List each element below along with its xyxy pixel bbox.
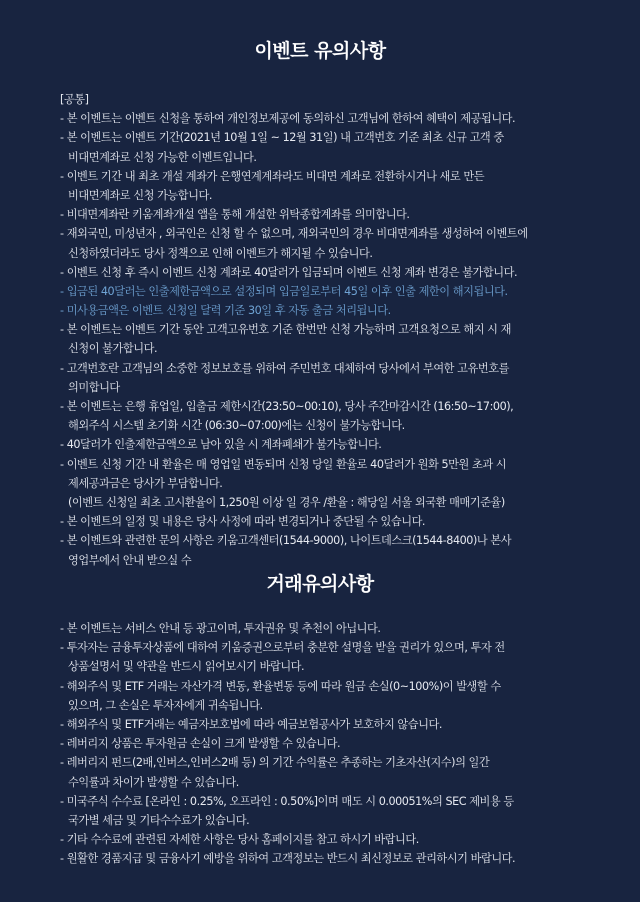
trading-notice-list bbox=[60, 619, 600, 868]
notice-line: - 본 이벤트는 이벤트 기간(2021년 10월 1일 ~ 12월 31일) 내 고객번호 기준 최초 신규 고객 중 bbox=[60, 131, 504, 145]
notice-line: - 이벤트 기간 내 최초 개설 계좌가 은행연계계좌라도 비대면 계좌로 전환하시거나 새로 만든 bbox=[60, 169, 485, 183]
section-header: [공통] bbox=[60, 93, 89, 106]
notice-line: - 레버리지 펀드(2배,인버스,인버스2배 등) 의 기간 수익률은 추종하는 기초자산(지수)의 일간 bbox=[60, 756, 490, 770]
notice-line: - 이벤트 신청 기간 내 환율은 매 영업일 변동되며 신청 당일 환율로 40달러가 원화 5만원 초과 시 bbox=[60, 457, 507, 471]
notice-line: - 입금된 40달러는 인출제한금액으로 설정되며 입금일로부터 45일 이후 인출 제한이 해지됩니다. bbox=[60, 284, 508, 298]
notice-line: - 고객번호란 고객님의 소중한 정보보호를 위하여 주민번호 대체하여 당사에서 부여한 고유번호를 bbox=[60, 361, 509, 375]
notice-line: 제세공과금은 당사가 부담합니다. bbox=[68, 476, 223, 490]
event-notice-title: 이벤트 유의사항 bbox=[254, 40, 386, 62]
notice-line: 해외주식 시스템 초기화 시간 (06:30~07:00)에는 신청이 불가능합니다. bbox=[68, 419, 405, 433]
notice-line: - 재외국민, 미성년자 , 외국인은 신청 할 수 없으며, 재외국민의 경우 비대면계좌를 생성하여 이벤트에 bbox=[60, 227, 528, 241]
notice-line: - 해외주식 및 ETF 거래는 자산가격 변동, 환율변동 등에 따라 원금 손실(0~100%)이 발생할 수 bbox=[60, 679, 501, 693]
notice-line: 의미합니다 bbox=[68, 380, 120, 394]
notice-line: 비대면계좌로 신청 가능합니다. bbox=[68, 188, 212, 202]
notice-line: - 본 이벤트는 이벤트 기간 동안 고객고유번호 기준 한번만 신청 가능하며 고객요청으로 해지 시 재 bbox=[60, 323, 512, 337]
trading-notice-title: 거래유의사항 bbox=[266, 573, 374, 595]
notice-line: - 기타 수수료에 관련된 자세한 사항은 당사 홈페이지를 참고 하시기 바랍니다. bbox=[60, 833, 419, 847]
notice-line: 국가별 세금 및 기타수수료가 있습니다. bbox=[68, 813, 250, 827]
notice-line: 신청하였더라도 당사 정책으로 인해 이벤트가 해지될 수 있습니다. bbox=[68, 246, 373, 260]
notice-line: - 본 이벤트와 관련한 문의 사항은 키움고객센터(1544-9000), 나이트데스크(1544-8400)나 본사 bbox=[60, 534, 512, 548]
notice-line: - 투자자는 금융투자상품에 대하여 키움증권으로부터 충분한 설명을 받을 권리가 있으며, 투자 전 bbox=[60, 641, 505, 655]
notice-line: - 미국주식 수수료 [온라인 : 0.25%, 오프라인 : 0.50%]이며 매도 시 0.00051%의 SEC 제비용 등 bbox=[60, 794, 514, 808]
notice-line: - 해외주식 및 ETF거래는 예금자보호법에 따라 예금보험공사가 보호하지 않습니다. bbox=[60, 717, 442, 731]
notice-line: 있으며, 그 손실은 투자자에게 귀속됩니다. bbox=[68, 698, 263, 712]
notice-line: - 이벤트 신청 후 즉시 이벤트 신청 계좌로 40달러가 입금되며 이벤트 신청 계좌 변경은 불가합니다. bbox=[60, 265, 518, 279]
notice-line: 상품설명서 및 약관을 반드시 읽어보시기 바랍니다. bbox=[68, 660, 305, 674]
notice-line: - 본 이벤트는 이벤트 신청을 통하여 개인정보제공에 동의하신 고객님에 한하여 혜택이 제공됩니다. bbox=[60, 112, 516, 126]
notice-line: 신청이 불가합니다. bbox=[68, 342, 158, 356]
notice-line: - 원활한 경품지급 및 금융사기 예방을 위하여 고객정보는 반드시 최신정보로 관리하시기 바랍니다. bbox=[60, 852, 516, 866]
notice-line: - 미사용금액은 이벤트 신청일 달력 기준 30일 후 자동 출금 처리됩니다. bbox=[60, 304, 391, 318]
notice-line: - 본 이벤트는 서비스 안내 등 광고이며, 투자권유 및 추천이 아닙니다. bbox=[60, 622, 381, 635]
notice-line: - 본 이벤트는 은행 휴업일, 입출금 제한시간(23:50~00:10), 당사 주간마감시간 (16:50~17:00), bbox=[60, 400, 514, 413]
notice-line: - 레버리지 상품은 투자원금 손실이 크게 발생할 수 있습니다. bbox=[60, 737, 341, 751]
notice-line: 비대면계좌로 신청 가능한 이벤트입니다. bbox=[68, 150, 257, 164]
notice-line: - 비대면계좌란 키움계좌개설 앱을 통해 개설한 위탁종합계좌를 의미합니다. bbox=[60, 208, 410, 222]
notice-line: 수익률과 차이가 발생할 수 있습니다. bbox=[68, 775, 239, 789]
event-notice-list bbox=[60, 90, 600, 570]
notice-line: (이벤트 신청일 최초 고시환율이 1,250원 이상 일 경우 /환율 : 해당일 서울 외국환 매매기준율) bbox=[68, 495, 505, 509]
notice-line: 영업부에서 안내 받으실 수 bbox=[68, 553, 192, 567]
notice-line: - 본 이벤트의 일정 및 내용은 당사 사정에 따라 변경되거나 중단될 수 있습니다. bbox=[60, 515, 426, 529]
notice-line: - 40달러가 인출제한금액으로 남아 있을 시 계좌폐쇄가 불가능합니다. bbox=[60, 438, 382, 452]
